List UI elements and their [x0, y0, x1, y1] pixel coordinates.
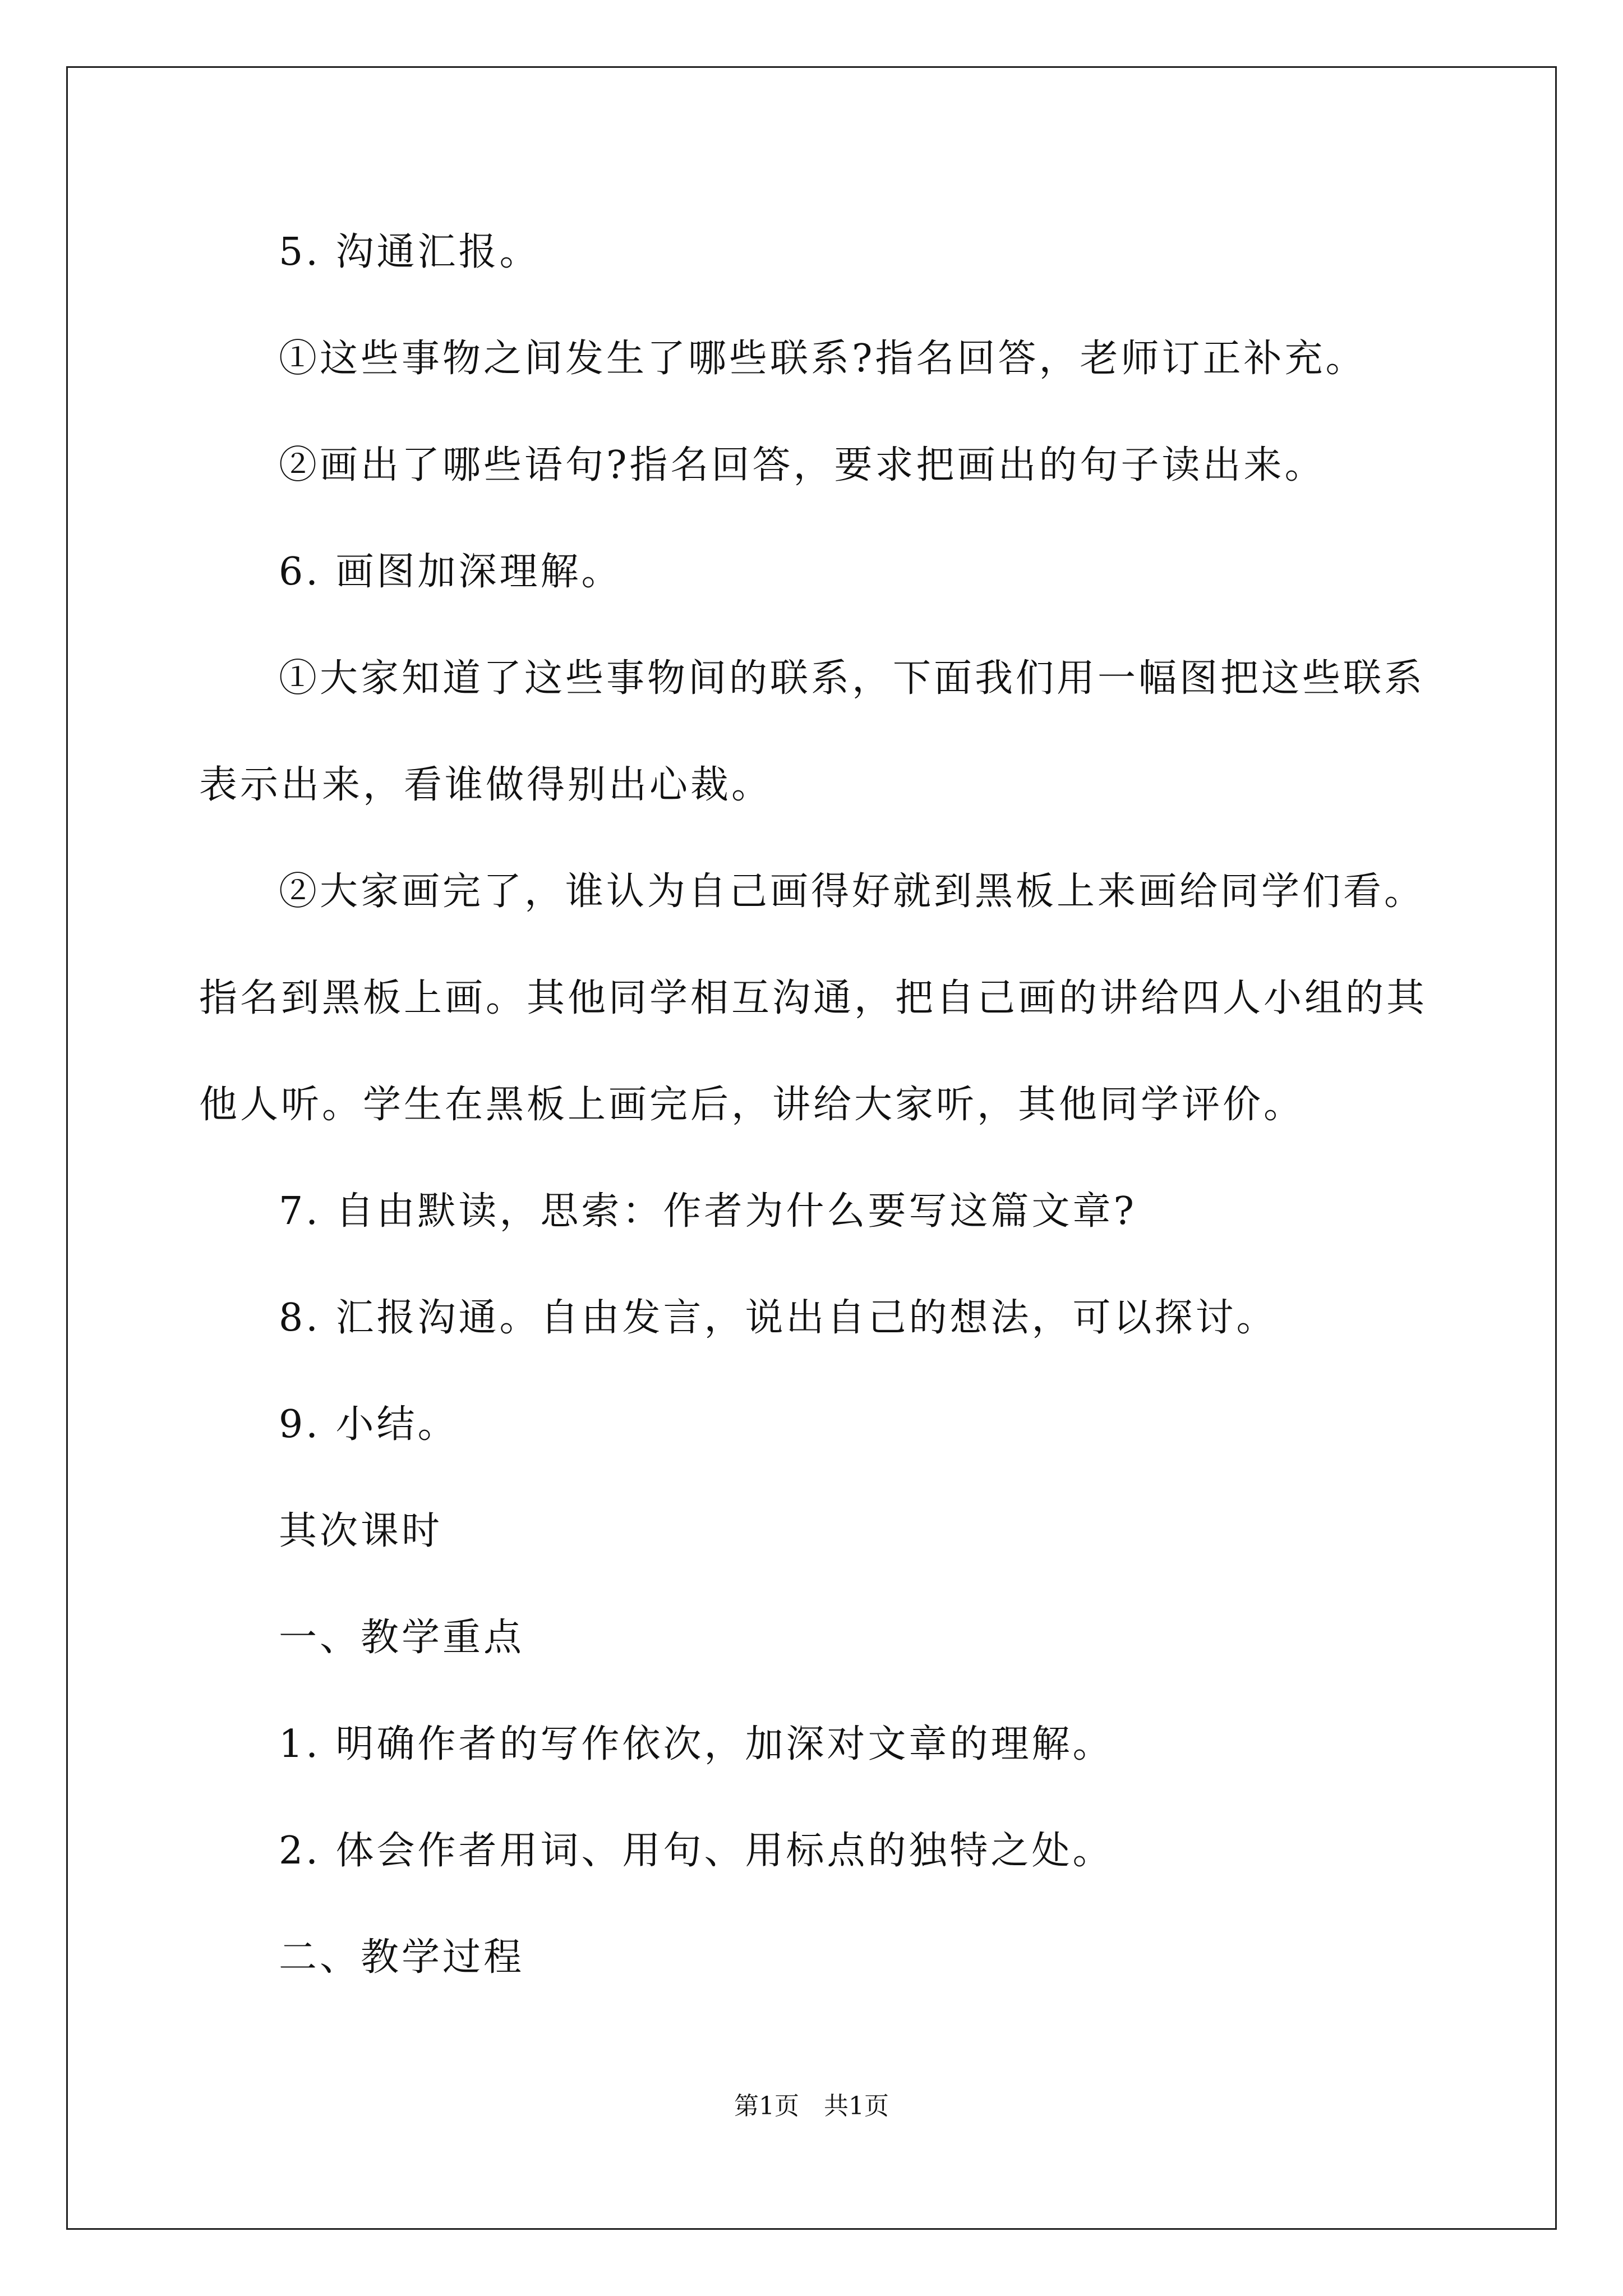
text-line: 表示出来，看谁做得别出心裁。	[199, 763, 773, 807]
text-line: 2. 体会作者用词、用句、用标点的独特之处。	[279, 1829, 1114, 1873]
section-heading: 一、教学重点	[279, 1616, 525, 1660]
text-line: 8. 汇报沟通。自由发言，说出自己的想法，可以探讨。	[279, 1296, 1278, 1340]
text-line: ②画出了哪些语句?指名回答，要求把画出的句子读出来。	[279, 443, 1326, 487]
page-border	[66, 66, 1557, 2230]
text-line: ①这些事物之间发生了哪些联系?指名回答，老师订正补充。	[279, 337, 1367, 381]
text-line: ②大家画完了，谁认为自己画得好就到黑板上来画给同学们看。	[279, 869, 1426, 914]
text-line: 7. 自由默读，思索：作者为什么要写这篇文章?	[279, 1189, 1137, 1234]
text-line: 1. 明确作者的写作依次，加深对文章的理解。	[279, 1722, 1114, 1766]
text-line: 他人听。学生在黑板上画完后，讲给大家听，其他同学评价。	[199, 1083, 1305, 1127]
page-total: 共1页	[824, 2092, 889, 2120]
page-number: 第1页	[734, 2092, 799, 2120]
text-line: 指名到黑板上画。其他同学相互沟通，把自己画的讲给四人小组的其	[199, 976, 1428, 1020]
text-line: ①大家知道了这些事物间的联系，下面我们用一幅图把这些联系	[279, 656, 1426, 701]
text-line: 5. 沟通汇报。	[279, 230, 541, 274]
section-heading: 二、教学过程	[279, 1935, 525, 1980]
section-heading: 其次课时	[279, 1509, 443, 1553]
text-line: 9. 小结。	[279, 1402, 459, 1447]
text-line: 6. 画图加深理解。	[279, 550, 623, 594]
page-footer	[0, 2091, 1623, 2122]
